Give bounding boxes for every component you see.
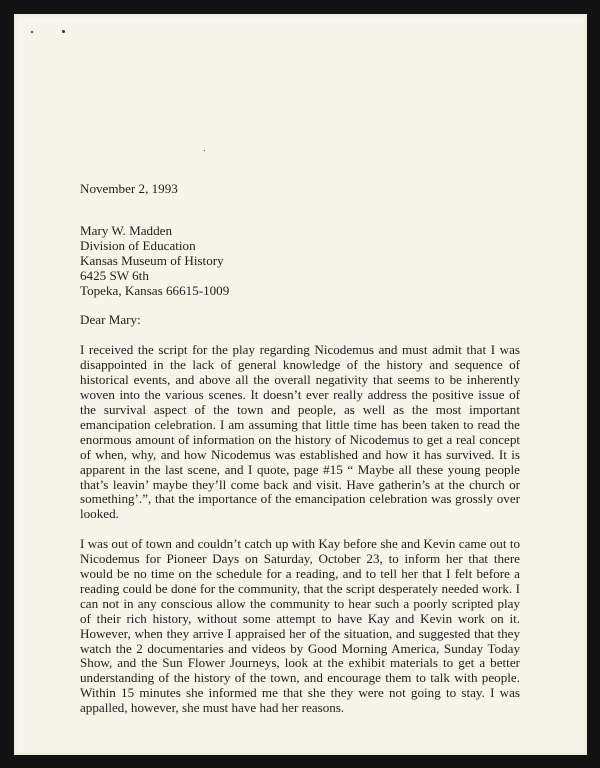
salutation: Dear Mary: [80,312,141,328]
letter-page [14,14,587,755]
address-line: Division of Education [80,237,196,253]
address-line: Kansas Museum of History [80,252,224,268]
address-line: Mary W. Madden [80,222,173,238]
address-line: Topeka, Kansas 66615-1009 [80,282,230,298]
speck-mark [62,30,65,33]
body-paragraph: I received the script for the play regarding Nicodemus and must admit that I was disappointed in the lack of general knowledge of the history and sequence of historical events, and above all the overall negativity that seems to be inherently woven into the various scenes. It doesn’t ever really address the positive issue of the survival aspect of the town and people, as well as the most important emancipation celebration. I am assuming that little time has been taken to read the enormous amount of information on the history of Nicodemus to get a real concept of when, why, and how Nicodemus was established and how it has survived. It is apparent in the last scene, and I quote, page #15 “ Maybe all these young people that’s leavin’ maybe they’ll come back and visit. Have gatherin’s at the church or something’.”, that the importance of the emancipation celebration was grossly over looked. [80,342,520,522]
speck-mark [204,150,205,151]
address-line: 6425 SW 6th [80,267,149,283]
letter-date: November 2, 1993 [80,181,178,196]
speck-mark [31,31,33,33]
letter-body [80,182,520,731]
recipient-address [80,224,520,299]
body-paragraph: I was out of town and couldn’t catch up with Kay before she and Kevin came out to Nicodemus for Pioneer Days on Saturday, October 23, to inform her that there would be no time on the schedule for a reading, and to tell her that I felt before a reading could be done for the community, that the script desperately needed work. I can not in any conscious allow the community to hear such a poorly scripted play of their rich history, without some attempt to have Kay and Kevin work on it. However, when they arrive I appraised her of the situation, and suggested that they watch the 2 documentaries and videos by Good Morning America, Sunday Today Show, and the Sun Flower Journeys, look at the exhibit materials to get a better understanding of the history of the town, and encourage them to talk with people. Within 15 minutes she informed me that she they were not going to stay. I was appalled, however, she must have had her reasons. [80,536,520,716]
